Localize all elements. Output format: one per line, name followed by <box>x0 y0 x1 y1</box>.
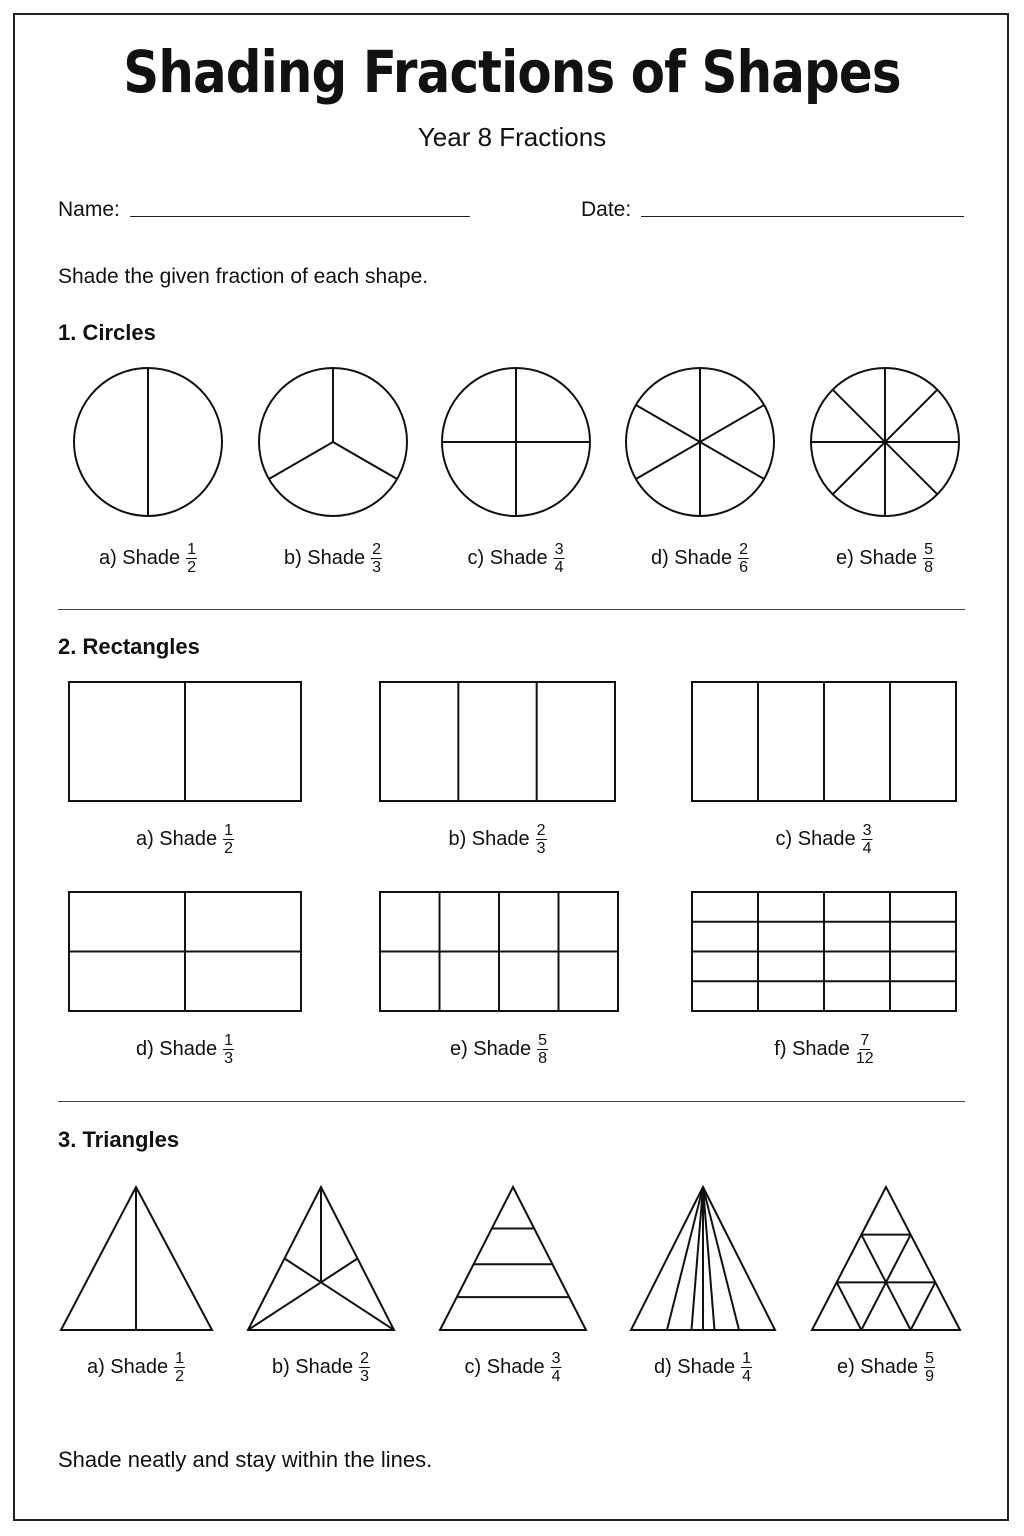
triangle-outline[interactable] <box>812 1187 960 1330</box>
circle-shape[interactable] <box>74 368 222 516</box>
triangle-shape[interactable] <box>812 1187 960 1330</box>
fraction <box>537 1032 548 1067</box>
rectangle-shape[interactable] <box>380 682 615 801</box>
fraction-denominator: 3 <box>360 1368 370 1385</box>
triangle-shape[interactable] <box>440 1187 586 1330</box>
fraction-denominator: 6 <box>739 559 749 576</box>
rectangle-caption <box>136 822 234 857</box>
fraction <box>924 1350 935 1385</box>
fraction <box>536 822 547 857</box>
rectangle-caption <box>774 1032 873 1067</box>
rectangles-heading: 2. Rectangles <box>58 634 200 659</box>
fraction <box>186 541 197 576</box>
caption-label: e) Shade <box>835 547 918 569</box>
circle-shape[interactable] <box>259 368 407 516</box>
circle-caption <box>468 541 565 576</box>
triangle-caption <box>87 1350 185 1385</box>
fraction-numerator: 5 <box>925 1350 935 1367</box>
fraction-numerator: 1 <box>742 1350 752 1367</box>
rectangle-caption <box>136 1032 234 1067</box>
fraction-denominator: 3 <box>224 1050 234 1067</box>
fraction <box>923 541 934 576</box>
date-label: Date: <box>581 198 632 221</box>
rectangle-outline[interactable] <box>380 682 615 801</box>
rectangle-caption <box>776 822 873 857</box>
fraction-denominator: 3 <box>372 559 382 576</box>
triangle-caption <box>272 1350 370 1385</box>
page-subtitle: Year 8 Fractions <box>417 122 607 152</box>
fraction-numerator: 5 <box>924 541 934 558</box>
fraction-denominator: 2 <box>175 1368 185 1385</box>
triangle-caption <box>465 1350 562 1385</box>
fraction-denominator: 8 <box>538 1050 548 1067</box>
fraction-denominator: 2 <box>187 559 197 576</box>
caption-label: c) Shade <box>464 1356 545 1378</box>
fraction-denominator: 8 <box>924 559 934 576</box>
fraction-numerator: 2 <box>360 1350 370 1367</box>
caption-label: e) Shade <box>836 1356 919 1378</box>
caption-label: d) Shade <box>653 1356 736 1378</box>
fraction <box>741 1350 752 1385</box>
caption-label: a) Shade <box>86 1356 169 1378</box>
footer-note: Shade neatly and stay within the lines. <box>58 1447 433 1472</box>
triangle-caption <box>654 1350 752 1385</box>
caption-label: d) Shade <box>650 547 733 569</box>
rectangle-shape[interactable] <box>692 892 956 1011</box>
triangle-shape[interactable] <box>248 1187 394 1330</box>
fraction-numerator: 3 <box>554 541 564 558</box>
fraction <box>551 1350 562 1385</box>
circle-shape[interactable] <box>442 368 590 516</box>
fraction-numerator: 2 <box>372 541 382 558</box>
fraction-numerator: 1 <box>224 1032 234 1049</box>
circles-heading: 1. Circles <box>58 320 156 345</box>
rectangle-shape[interactable] <box>69 892 301 1011</box>
fraction-numerator: 3 <box>551 1350 561 1367</box>
caption-label: b) Shade <box>448 828 530 850</box>
fraction-numerator: 1 <box>175 1350 185 1367</box>
rectangle-caption <box>448 822 546 857</box>
caption-label: c) Shade <box>775 828 856 850</box>
caption-label: a) Shade <box>98 547 181 569</box>
circle-shape[interactable] <box>626 368 774 516</box>
caption-label: c) Shade <box>467 547 548 569</box>
caption-label: a) Shade <box>135 828 218 850</box>
circles-group <box>74 368 959 516</box>
triangle-shape[interactable] <box>61 1187 212 1330</box>
instruction-text: Shade the given fraction of each shape. <box>58 265 429 288</box>
circle-caption <box>99 541 197 576</box>
fraction <box>223 1032 234 1067</box>
fraction-denominator: 4 <box>862 840 872 857</box>
fraction <box>359 1350 370 1385</box>
caption-label: b) Shade <box>283 547 366 569</box>
triangle-outline[interactable] <box>440 1187 586 1330</box>
fraction-numerator: 2 <box>739 541 749 558</box>
caption-label: f) Shade <box>774 1038 850 1060</box>
rectangle-shape[interactable] <box>692 682 956 801</box>
fraction-denominator: 4 <box>554 559 564 576</box>
rectangle-shape[interactable] <box>380 892 618 1011</box>
name-label: Name: <box>58 198 120 221</box>
fraction-denominator: 3 <box>536 840 546 857</box>
fraction-denominator: 4 <box>551 1368 561 1385</box>
fraction-denominator: 9 <box>925 1368 935 1385</box>
fraction <box>862 822 873 857</box>
fraction <box>554 541 565 576</box>
caption-label: e) Shade <box>449 1038 532 1060</box>
fraction-numerator: 2 <box>536 822 546 839</box>
circle-caption <box>651 541 749 576</box>
fraction-numerator: 7 <box>860 1032 870 1049</box>
fraction-numerator: 3 <box>862 822 872 839</box>
fraction-denominator: 4 <box>742 1368 752 1385</box>
circle-caption <box>284 541 382 576</box>
rectangle-caption <box>450 1032 548 1067</box>
fraction <box>738 541 749 576</box>
rectangle-shape[interactable] <box>69 682 301 801</box>
triangle-caption <box>837 1350 935 1385</box>
circle-shape[interactable] <box>811 368 959 516</box>
fraction-denominator: 12 <box>855 1050 874 1067</box>
fraction-numerator: 1 <box>187 541 197 558</box>
fraction-numerator: 1 <box>224 822 234 839</box>
caption-label: b) Shade <box>271 1356 354 1378</box>
fraction <box>223 822 234 857</box>
triangle-shape[interactable] <box>631 1187 775 1330</box>
page-title: Shading Fractions of Shapes <box>123 38 901 106</box>
caption-label: d) Shade <box>135 1038 218 1060</box>
fraction <box>371 541 382 576</box>
triangles-heading: 3. Triangles <box>58 1127 180 1152</box>
fraction-denominator: 2 <box>224 840 234 857</box>
fraction <box>856 1032 874 1067</box>
fraction-numerator: 5 <box>538 1032 548 1049</box>
circle-caption <box>836 541 934 576</box>
triangles-group <box>61 1187 960 1330</box>
fraction <box>174 1350 185 1385</box>
